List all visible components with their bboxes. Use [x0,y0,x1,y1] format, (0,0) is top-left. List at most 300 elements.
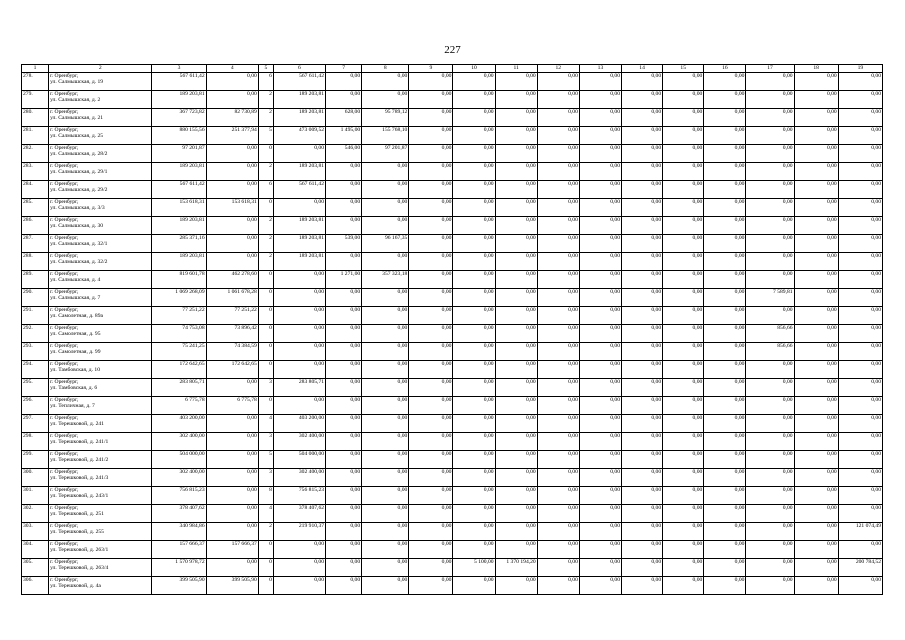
value-cell: 0,00 [622,559,663,577]
value-cell: 97 201,87 [152,145,206,163]
row-number: 300. [22,469,49,487]
value-cell: 0,00 [537,379,579,397]
value-cell: 0,00 [326,523,362,541]
value-cell: 0,00 [537,91,579,109]
value-cell: 0,00 [622,181,663,199]
value-cell: 0,00 [453,577,495,595]
value-cell: 0,00 [495,343,537,361]
table-row [22,271,883,289]
table-row [22,235,883,253]
value-cell: 0,00 [663,469,704,487]
value-cell: 0,00 [409,145,453,163]
value-cell: 0,00 [663,505,704,523]
value-cell: 0,00 [838,91,882,109]
value-cell: 0,00 [537,127,579,145]
row-number: 291. [22,307,49,325]
value-cell: 0,00 [206,145,258,163]
table-row [22,361,883,379]
table-body [22,65,883,595]
value-cell: 0,00 [663,379,704,397]
value-cell: 0,00 [537,253,579,271]
column-number: 4 [206,65,258,73]
address-street: ул. Салмышская, д. 32/1 [50,241,108,248]
value-cell: 0,00 [794,541,838,559]
address-city: г. Оренбург, [50,181,79,187]
value-cell: 0,00 [838,73,882,91]
value-cell: 0,00 [362,379,409,397]
value-cell: 0,00 [838,145,882,163]
value-cell: 756 815,23 [273,487,325,505]
value-cell: 0,00 [495,379,537,397]
value-cell: 0,00 [704,451,746,469]
address-street: ул. Терешковой, д. 251 [50,511,104,518]
value-cell: 0,00 [326,199,362,217]
value-cell: 0,00 [704,271,746,289]
value-cell: 0,00 [453,307,495,325]
value-cell: 0,00 [409,325,453,343]
value-cell: 0,00 [409,163,453,181]
value-cell: 0,00 [495,127,537,145]
value-cell: 4 [258,415,273,433]
value-cell: 0,00 [704,217,746,235]
address-city: г. Оренбург, [50,343,79,349]
value-cell: 0,00 [326,253,362,271]
address-street: ул. Салмышская, д. 4 [50,277,101,284]
value-cell: 0,00 [579,253,621,271]
value-cell: 0,00 [453,235,495,253]
value-cell: 0,00 [838,217,882,235]
value-cell: 0,00 [495,325,537,343]
value-cell: 0,00 [838,235,882,253]
address-city: г. Оренбург, [50,289,79,295]
value-cell: 0,00 [273,397,325,415]
value-cell: 0,00 [838,307,882,325]
value-cell: 0,00 [537,109,579,127]
value-cell: 0,00 [495,361,537,379]
value-cell: 0,00 [495,271,537,289]
value-cell: 504 000,00 [152,451,206,469]
value-cell: 0,00 [326,289,362,307]
value-cell: 4 [258,505,273,523]
value-cell: 0,00 [746,91,794,109]
value-cell: 219 910,37 [273,523,325,541]
value-cell: 0,00 [704,541,746,559]
value-cell: 0,00 [704,379,746,397]
value-cell: 0,00 [409,361,453,379]
address-city: г. Оренбург, [50,109,79,115]
value-cell: 153 618,31 [206,199,258,217]
value-cell: 0,00 [663,415,704,433]
value-cell: 0,00 [537,397,579,415]
address-cell [49,343,152,361]
address-street: ул. Самолетная, д. 95 [50,331,101,338]
value-cell: 0,00 [273,325,325,343]
value-cell: 73 896,42 [206,325,258,343]
value-cell: 5 [258,451,273,469]
address-city: г. Оренбург, [50,469,79,475]
value-cell: 0,00 [794,289,838,307]
value-cell: 189 203,81 [273,253,325,271]
address-cell [49,235,152,253]
value-cell: 0,00 [495,145,537,163]
table-row [22,343,883,361]
value-cell: 0,00 [622,487,663,505]
register-table [21,64,883,595]
value-cell: 5 100,00 [453,559,495,577]
address-street: ул. Салмышская, д. 21 [50,115,104,122]
value-cell: 0,00 [537,325,579,343]
value-cell: 6 775,78 [152,397,206,415]
address-city: г. Оренбург, [50,127,79,133]
value-cell: 539,00 [326,235,362,253]
column-number: 10 [453,65,495,73]
value-cell: 0,00 [794,145,838,163]
value-cell: 0,00 [794,469,838,487]
address-city: г. Оренбург, [50,253,79,259]
value-cell: 302 400,00 [273,469,325,487]
table-row [22,325,883,343]
value-cell: 0,00 [746,577,794,595]
value-cell: 283 805,71 [152,379,206,397]
value-cell: 0,00 [663,235,704,253]
value-cell: 0,00 [537,577,579,595]
value-cell: 95 789,12 [362,109,409,127]
value-cell: 0,00 [537,145,579,163]
value-cell: 0,00 [495,487,537,505]
value-cell: 0,00 [622,199,663,217]
value-cell: 0,00 [326,577,362,595]
value-cell: 0,00 [838,469,882,487]
value-cell: 0,00 [273,343,325,361]
value-cell: 0,00 [206,523,258,541]
value-cell: 0,00 [409,109,453,127]
address-cell [49,307,152,325]
value-cell: 0,00 [362,163,409,181]
value-cell: 0,00 [537,523,579,541]
column-number: 14 [622,65,663,73]
value-cell: 0,00 [362,73,409,91]
value-cell: 0,00 [362,451,409,469]
value-cell: 2 [258,217,273,235]
value-cell: 567 611,42 [152,181,206,199]
value-cell: 172 642,65 [152,361,206,379]
value-cell: 0,00 [704,91,746,109]
row-number: 289. [22,271,49,289]
value-cell: 0,00 [326,91,362,109]
value-cell: 0 [258,343,273,361]
value-cell: 0,00 [838,289,882,307]
value-cell: 0,00 [704,73,746,91]
value-cell: 0,00 [362,91,409,109]
value-cell: 0,00 [622,415,663,433]
value-cell: 0,00 [326,379,362,397]
value-cell: 0,00 [794,487,838,505]
value-cell: 0,00 [326,73,362,91]
value-cell: 0,00 [794,73,838,91]
value-cell: 5 [258,127,273,145]
row-number: 287. [22,235,49,253]
value-cell: 0,00 [622,127,663,145]
value-cell: 0,00 [622,307,663,325]
address-city: г. Оренбург, [50,523,79,529]
value-cell: 0,00 [704,505,746,523]
value-cell: 0,00 [622,271,663,289]
value-cell: 0,00 [495,235,537,253]
value-cell: 251 377,94 [206,127,258,145]
value-cell: 189 203,81 [152,217,206,235]
value-cell: 880 155,56 [152,127,206,145]
value-cell: 2 [258,523,273,541]
value-cell: 0,00 [579,181,621,199]
value-cell: 0,00 [453,181,495,199]
value-cell: 0,00 [206,163,258,181]
column-number: 8 [362,65,409,73]
value-cell: 0,00 [326,325,362,343]
address-cell [49,325,152,343]
value-cell: 0,00 [453,271,495,289]
address-cell [49,361,152,379]
value-cell: 189 203,81 [273,217,325,235]
address-cell [49,91,152,109]
address-city: г. Оренбург, [50,577,79,583]
address-city: г. Оренбург, [50,73,79,79]
value-cell: 0,00 [704,487,746,505]
value-cell: 0,00 [838,577,882,595]
address-cell [49,451,152,469]
value-cell: 0,00 [663,181,704,199]
value-cell: 0,00 [794,163,838,181]
column-number: 6 [273,65,325,73]
value-cell: 1 495,00 [326,127,362,145]
value-cell: 0,00 [746,505,794,523]
value-cell: 0,00 [453,343,495,361]
value-cell: 0 [258,271,273,289]
value-cell: 0,00 [579,91,621,109]
value-cell: 1 570 978,72 [152,559,206,577]
value-cell: 3 [258,469,273,487]
value-cell: 2 [258,253,273,271]
value-cell: 0,00 [579,343,621,361]
value-cell: 0,00 [794,91,838,109]
value-cell: 0,00 [794,343,838,361]
value-cell: 0,00 [838,343,882,361]
value-cell: 0,00 [704,577,746,595]
table-row [22,217,883,235]
value-cell: 0,00 [663,253,704,271]
value-cell: 856,66 [746,343,794,361]
value-cell: 0,00 [794,397,838,415]
value-cell: 0,00 [746,235,794,253]
value-cell: 0,00 [622,397,663,415]
value-cell: 0,00 [704,433,746,451]
value-cell: 0,00 [704,559,746,577]
value-cell: 0,00 [704,127,746,145]
table-row [22,487,883,505]
value-cell: 0,00 [663,145,704,163]
value-cell: 8 [258,487,273,505]
value-cell: 628,00 [326,109,362,127]
address-city: г. Оренбург, [50,559,79,565]
value-cell: 0,00 [622,505,663,523]
value-cell: 121 074,49 [838,523,882,541]
value-cell: 567 611,42 [152,73,206,91]
value-cell: 0,00 [579,109,621,127]
address-street: ул. Салмышская, д. 7 [50,295,101,302]
table-row [22,163,883,181]
table-row [22,577,883,595]
value-cell: 0,00 [326,163,362,181]
value-cell: 756 815,23 [152,487,206,505]
value-cell: 0,00 [409,343,453,361]
value-cell: 0,00 [622,523,663,541]
value-cell: 3 [258,433,273,451]
value-cell: 0,00 [362,199,409,217]
address-cell [49,415,152,433]
value-cell: 0,00 [453,163,495,181]
value-cell: 77 251,22 [152,307,206,325]
value-cell: 0,00 [537,307,579,325]
column-number: 1 [22,65,49,73]
value-cell: 0,00 [663,127,704,145]
table-row [22,253,883,271]
table-row [22,379,883,397]
value-cell: 0,00 [663,361,704,379]
value-cell: 0,00 [794,577,838,595]
address-cell [49,523,152,541]
row-number: 303. [22,523,49,541]
value-cell: 0,00 [409,487,453,505]
row-number: 298. [22,433,49,451]
value-cell: 172 642,65 [206,361,258,379]
value-cell: 0,00 [453,397,495,415]
value-cell: 0,00 [663,559,704,577]
address-cell [49,397,152,415]
value-cell: 0,00 [746,127,794,145]
value-cell: 0,00 [326,541,362,559]
value-cell: 0,00 [537,487,579,505]
value-cell: 0,00 [746,397,794,415]
value-cell: 0,00 [206,235,258,253]
value-cell: 0,00 [537,217,579,235]
value-cell: 0,00 [537,289,579,307]
value-cell: 0,00 [206,415,258,433]
value-cell: 2 [258,91,273,109]
address-street: ул. Терешковой, д. 241/1 [50,439,109,446]
value-cell: 0,00 [746,487,794,505]
row-number: 295. [22,379,49,397]
value-cell: 0,00 [746,451,794,469]
value-cell: 0,00 [362,469,409,487]
value-cell: 0,00 [495,73,537,91]
value-cell: 0,00 [663,163,704,181]
value-cell: 0,00 [746,541,794,559]
value-cell: 0,00 [362,307,409,325]
value-cell: 0,00 [326,415,362,433]
value-cell: 0,00 [362,361,409,379]
value-cell: 0,00 [273,559,325,577]
value-cell: 189 203,81 [152,163,206,181]
value-cell: 0,00 [409,217,453,235]
value-cell: 0,00 [838,163,882,181]
row-number: 285. [22,199,49,217]
address-city: г. Оренбург, [50,145,79,151]
value-cell: 0,00 [273,289,325,307]
value-cell: 0,00 [326,181,362,199]
value-cell: 200 784,52 [838,559,882,577]
address-cell [49,559,152,577]
value-cell: 0,00 [409,181,453,199]
value-cell: 0,00 [704,181,746,199]
row-number: 292. [22,325,49,343]
table-row [22,145,883,163]
value-cell: 0 [258,307,273,325]
address-street: ул. Терешковой, д. 263/4 [50,565,109,572]
value-cell: 0,00 [453,127,495,145]
value-cell: 403 200,00 [273,415,325,433]
value-cell: 0,00 [579,451,621,469]
value-cell: 189 203,81 [273,91,325,109]
value-cell: 0,00 [746,361,794,379]
value-cell: 2 [258,109,273,127]
value-cell: 378 407,62 [152,505,206,523]
value-cell: 0,00 [537,469,579,487]
row-number: 280. [22,109,49,127]
value-cell: 0,00 [362,523,409,541]
value-cell: 0,00 [206,505,258,523]
value-cell: 0,00 [794,379,838,397]
address-cell [49,109,152,127]
table-row [22,541,883,559]
value-cell: 0,00 [206,451,258,469]
value-cell: 0,00 [746,379,794,397]
table-row [22,397,883,415]
value-cell: 0,00 [206,469,258,487]
value-cell: 0,00 [362,343,409,361]
value-cell: 0,00 [746,217,794,235]
value-cell: 0,00 [838,415,882,433]
value-cell: 0,00 [453,433,495,451]
value-cell: 0,00 [453,487,495,505]
value-cell: 0,00 [409,235,453,253]
value-cell: 0,00 [537,451,579,469]
address-cell [49,217,152,235]
address-city: г. Оренбург, [50,361,79,367]
value-cell: 0,00 [663,289,704,307]
value-cell: 0,00 [495,253,537,271]
address-city: г. Оренбург, [50,505,79,511]
row-number: 290. [22,289,49,307]
address-cell [49,127,152,145]
value-cell: 0,00 [453,325,495,343]
value-cell: 0,00 [409,433,453,451]
value-cell: 0,00 [622,145,663,163]
value-cell: 0,00 [746,307,794,325]
value-cell: 0,00 [206,433,258,451]
value-cell: 0,00 [326,307,362,325]
address-street: ул. Терешковой, д. 241/2 [50,457,109,464]
value-cell: 1 370 194,20 [495,559,537,577]
value-cell: 0,00 [794,559,838,577]
value-cell: 0,00 [838,433,882,451]
value-cell: 0,00 [273,361,325,379]
value-cell: 0,00 [663,343,704,361]
value-cell: 0,00 [362,325,409,343]
value-cell: 0,00 [622,433,663,451]
address-cell [49,289,152,307]
table-row [22,109,883,127]
column-number: 5 [258,65,273,73]
value-cell: 189 203,81 [273,163,325,181]
